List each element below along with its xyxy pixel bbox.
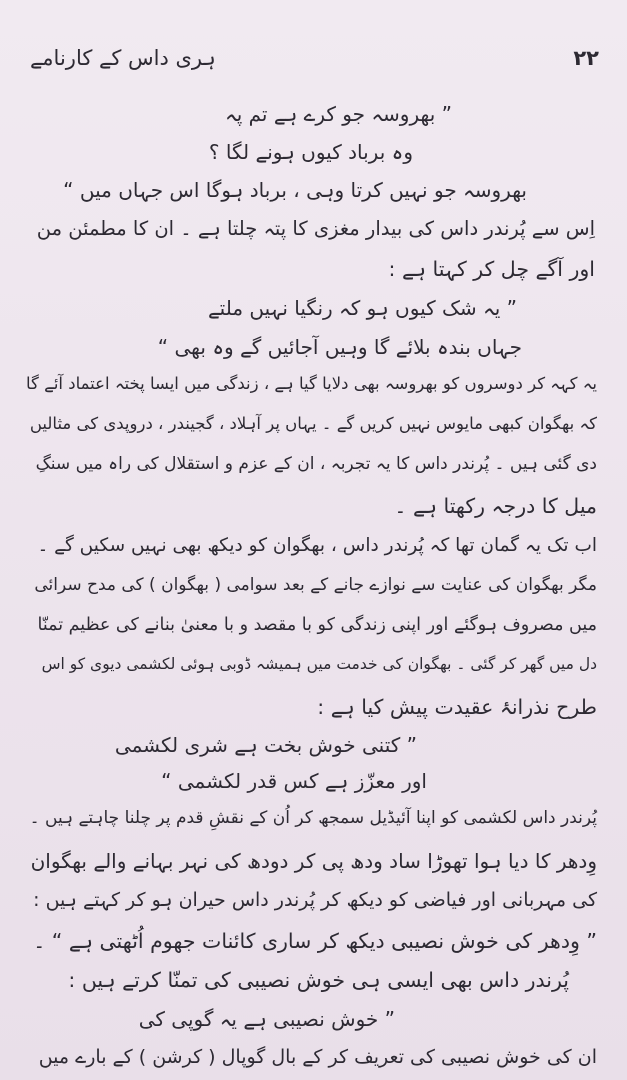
body-line-14: کی مہربانی اور فیاضی کو دیکھ کر پُرندر داس حیران ہو کر کہتے ہیں : bbox=[33, 889, 597, 911]
verse-line-2: وہ برباد کیوں ہونے لگا ؟ bbox=[208, 140, 413, 164]
verse-line-3: بھروسہ جو نہیں کرتا وہی ، برباد ہوگا اس جہاں میں “ bbox=[63, 178, 527, 202]
body-line-1: اِس سے پُرندر داس کی بیدار مغزی کا پتہ چلتا ہے ۔ ان کا مطمئن من bbox=[36, 217, 595, 240]
body-line-9: میں مصروف ہوگئے اور اپنی زندگی کو با مقصد و با معنیٰ بنانے کی عظیم تمنّا bbox=[37, 615, 597, 635]
body-line-17: ان کی خوش نصیبی کی تعریف کر کے بال گوپال ( کرشن ) کے بارے میں bbox=[38, 1046, 597, 1068]
body-line-8: مگر بھگوان کی عنایت سے نوازے جانے کے بعد سوامی ( بھگوان ) کی مدح سرائی bbox=[34, 575, 597, 595]
body-line-4: کہ بھگوان کبھی مایوس نہیں کریں گے ۔ یہاں پر آہلاد ، گجیندر ، دروپدی کی مثالیں bbox=[29, 414, 597, 433]
page-number: ۲۲ bbox=[573, 46, 599, 70]
body-line-16: پُرندر داس بھی ایسی ہی خوش نصیبی کی تمنّا کرتے ہیں : bbox=[68, 968, 569, 992]
body-line-7: اب تک یہ گمان تھا کہ پُرندر داس ، بھگوان کو دیکھ بھی نہیں سکیں گے ۔ bbox=[37, 535, 597, 556]
body-line-2: اور آگے چل کر کہتا ہے : bbox=[388, 257, 595, 281]
body-line-12: پُرندر داس لکشمی کو اپنا آئیڈیل سمجھ کر اُن کے نقشِ قدم پر چلنا چاہتے ہیں ۔ bbox=[29, 808, 597, 828]
verse-line-6: ” کتنی خوش بخت ہے شری لکشمی bbox=[114, 733, 417, 757]
body-line-15: ” وِدھر کی خوش نصیبی دیکھ کر ساری کائنات جھوم اُٹھتی ہے “ ۔ bbox=[33, 929, 597, 953]
body-line-6: میل کا درجہ رکھتا ہے ۔ bbox=[394, 494, 597, 518]
body-line-10: دل میں گھر کر گئی ۔ بھگوان کی خدمت میں ہمیشہ ڈوبی ہوئی لکشمی دیوی کو اس bbox=[41, 655, 597, 673]
verse-line-7: اور معزّز ہے کس قدر لکشمی “ bbox=[161, 769, 427, 793]
verse-line-1: ” بھروسہ جو کرے ہے تم پہ bbox=[224, 102, 452, 126]
body-line-13: وِدھر کا دیا ہوا تھوڑا ساد ودھ پی کر دودھ کی نہر بہانے والے بھگوان bbox=[30, 849, 597, 873]
running-title: ہری داس کے کارنامے bbox=[30, 46, 216, 70]
verse-line-5: جہاں بندہ بلائے گا وہیں آجائیں گے وہ بھی “ bbox=[157, 335, 522, 359]
body-line-3: یہ کہہ کر دوسروں کو بھروسہ بھی دلایا گیا ہے ، زندگی میں ایسا پختہ اعتماد آئے گا bbox=[26, 374, 597, 393]
verse-line-4: ” یہ شک کیوں ہو کہ رنگیا نہیں ملتے bbox=[207, 296, 517, 320]
page-header bbox=[0, 46, 627, 86]
body-line-11: طرح نذرانۂ عقیدت پیش کیا ہے : bbox=[317, 695, 597, 719]
verse-line-8: ” خوش نصیبی ہے یہ گوپی کی bbox=[138, 1007, 395, 1031]
body-line-5: دی گئی ہیں ۔ پُرندر داس کا یہ تجربہ ، ان کے عزم و استقلال کی راہ میں سنگِ bbox=[35, 454, 597, 474]
